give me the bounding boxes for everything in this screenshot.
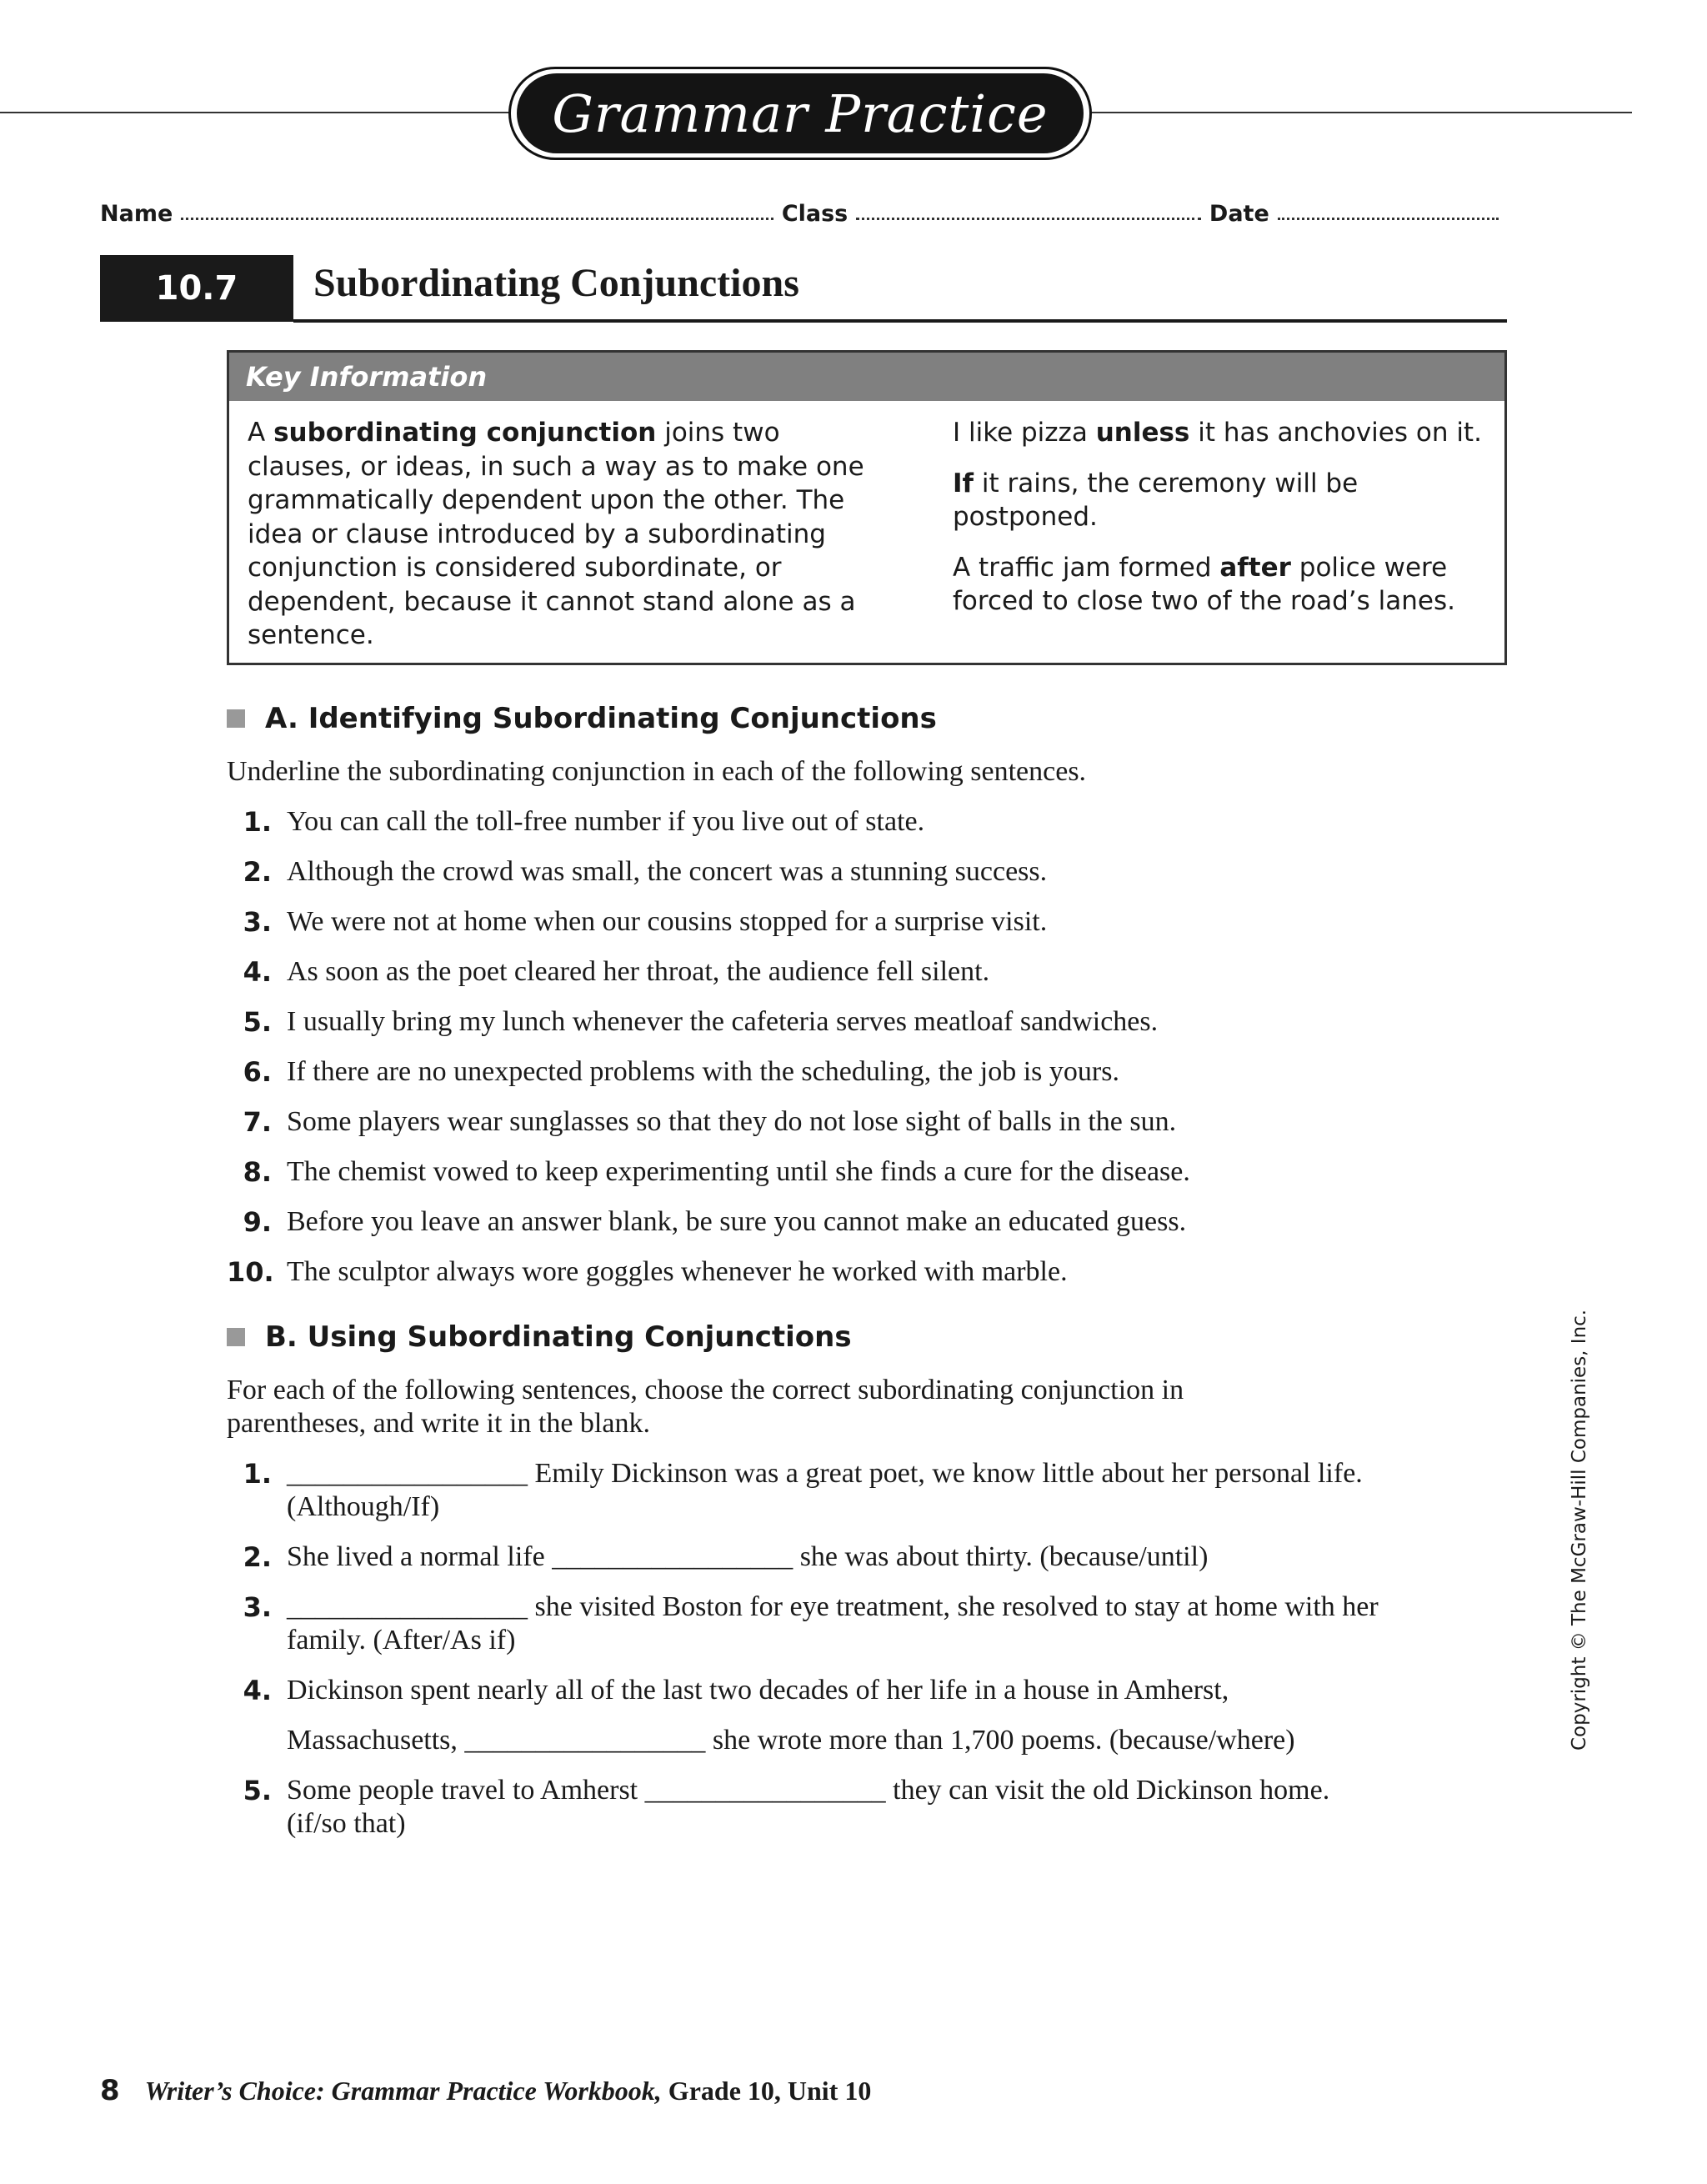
example-sentence bbox=[953, 551, 1503, 619]
list-item bbox=[227, 855, 1427, 889]
part-a-heading-text: A. Identifying Subordinating Conjunctions bbox=[265, 702, 937, 735]
page-footer bbox=[100, 2074, 871, 2107]
item-number: 5. bbox=[243, 1006, 272, 1038]
section-number: 10.7 bbox=[100, 255, 293, 322]
answer-blank[interactable]: _________________ bbox=[552, 1541, 793, 1572]
part-b-instructions: For each of the following sentences, choose the correct subordinating conjunction in parentheses, and write it in the blank. bbox=[227, 1375, 1184, 1439]
item-number: 3. bbox=[243, 1591, 272, 1623]
item-text: The chemist vowed to keep experimenting until she finds a cure for the disease. bbox=[287, 1156, 1190, 1187]
item-number: 1. bbox=[243, 806, 272, 838]
date-label: Date bbox=[1209, 201, 1269, 227]
example-text: I like pizza bbox=[953, 418, 1096, 448]
item-text-before: She lived a normal life bbox=[287, 1541, 553, 1572]
list-item bbox=[227, 805, 1427, 839]
example-conjunction: after bbox=[1219, 552, 1291, 583]
list-item bbox=[227, 905, 1427, 939]
item-text-before: Massachusetts, bbox=[287, 1725, 465, 1756]
name-field[interactable] bbox=[181, 218, 773, 220]
item-text-after: she visited Boston for eye treatment, she resolved to stay at home with her family. (After/As if) bbox=[287, 1591, 1379, 1656]
item-text: Before you leave an answer blank, be sure you cannot make an educated guess. bbox=[287, 1206, 1187, 1237]
key-examples bbox=[953, 416, 1503, 635]
item-text bbox=[287, 1457, 1410, 1524]
item-number: 6. bbox=[243, 1056, 272, 1088]
item-number: 2. bbox=[243, 1541, 272, 1573]
item-number: 5. bbox=[243, 1775, 272, 1806]
item-text-line: Dickinson spent nearly all of the last two decades of her life in a house in Amherst, bbox=[287, 1675, 1229, 1706]
footer-grade-unit: Grade 10, Unit 10 bbox=[661, 2076, 872, 2106]
item-text: The sculptor always wore goggles whenever he worked with marble. bbox=[287, 1256, 1068, 1287]
key-information-heading: Key Information bbox=[229, 353, 1504, 401]
answer-blank[interactable]: _________________ bbox=[464, 1725, 706, 1756]
book-title: Writer’s Choice: Grammar Practice Workbook, bbox=[144, 2076, 662, 2106]
part-b-heading-text: B. Using Subordinating Conjunctions bbox=[265, 1320, 852, 1354]
item-number: 9. bbox=[243, 1206, 272, 1238]
square-bullet-icon bbox=[227, 709, 245, 728]
answer-blank[interactable]: _________________ bbox=[287, 1458, 528, 1489]
item-text bbox=[287, 1666, 1427, 1766]
example-text: A traffic jam formed bbox=[953, 552, 1220, 583]
part-a-heading bbox=[227, 702, 937, 735]
item-text: I usually bring my lunch whenever the cafeteria serves meatloaf sandwiches. bbox=[287, 1006, 1159, 1037]
item-number: 7. bbox=[243, 1106, 272, 1138]
item-number: 3. bbox=[243, 906, 272, 938]
item-text bbox=[287, 1590, 1394, 1657]
item-number: 4. bbox=[243, 1675, 272, 1706]
example-text: it rains, the ceremony will be postponed. bbox=[953, 468, 1359, 532]
item-text: We were not at home when our cousins stopped for a surprise visit. bbox=[287, 906, 1048, 937]
item-text bbox=[287, 1540, 1427, 1574]
date-field[interactable] bbox=[1278, 218, 1499, 220]
list-item bbox=[227, 1005, 1427, 1039]
part-b-heading bbox=[227, 1320, 852, 1354]
list-item bbox=[227, 1774, 1377, 1841]
item-text-after: she was about thirty. (because/until) bbox=[793, 1541, 1209, 1572]
answer-blank[interactable]: _________________ bbox=[644, 1775, 886, 1806]
item-text: As soon as the poet cleared her throat, the audience fell silent. bbox=[287, 956, 990, 987]
list-item bbox=[227, 1205, 1427, 1239]
list-item bbox=[227, 1674, 1427, 1766]
definition-term: subordinating conjunction bbox=[273, 418, 657, 448]
key-information-box bbox=[227, 350, 1507, 665]
list-item bbox=[227, 1055, 1427, 1089]
item-number: 2. bbox=[243, 856, 272, 888]
item-text: Some players wear sunglasses so that they do not lose sight of balls in the sun. bbox=[287, 1106, 1177, 1137]
list-item bbox=[227, 1255, 1427, 1289]
key-definition bbox=[248, 416, 864, 653]
definition-text: A bbox=[248, 418, 274, 448]
item-text-after: she wrote more than 1,700 poems. (because/where) bbox=[705, 1725, 1295, 1756]
header-rule-right bbox=[1090, 112, 1632, 113]
list-item bbox=[227, 1540, 1427, 1574]
item-text: Although the crowd was small, the concert was a stunning success. bbox=[287, 856, 1048, 887]
class-label: Class bbox=[781, 201, 848, 227]
page-title: Grammar Practice bbox=[517, 73, 1084, 153]
name-label: Name bbox=[100, 201, 173, 227]
item-text: You can call the toll-free number if you live out of state. bbox=[287, 806, 925, 837]
item-number: 10. bbox=[227, 1256, 274, 1288]
example-text: police were forced to close two of the road’s lanes. bbox=[953, 552, 1455, 616]
list-item bbox=[227, 1457, 1410, 1524]
example-conjunction: If bbox=[953, 468, 974, 498]
copyright-notice: Copyright © The McGraw-Hill Companies, Inc. bbox=[1569, 1309, 1590, 1751]
class-field[interactable] bbox=[856, 218, 1201, 220]
item-text: If there are no unexpected problems with the scheduling, the job is yours. bbox=[287, 1056, 1119, 1087]
definition-text: joins two clauses, or ideas, in such a way as to make one grammatically dependent upon the other. The idea or clause introduced by a subordinating conjunction is considered subordinate, or dependent, because it cannot stand alone as a sentence. bbox=[248, 418, 864, 650]
item-number: 1. bbox=[243, 1458, 272, 1490]
example-sentence bbox=[953, 467, 1503, 534]
section-title: Subordinating Conjunctions bbox=[313, 261, 799, 305]
list-item bbox=[227, 1155, 1427, 1189]
list-item bbox=[227, 1590, 1394, 1657]
name-class-date-row bbox=[100, 193, 1507, 227]
header-rule-left bbox=[0, 112, 510, 113]
answer-blank[interactable]: _________________ bbox=[287, 1591, 528, 1622]
item-number: 8. bbox=[243, 1156, 272, 1188]
list-item bbox=[227, 955, 1427, 989]
example-sentence bbox=[953, 416, 1503, 450]
section-rule bbox=[293, 319, 1507, 323]
example-conjunction: unless bbox=[1095, 418, 1190, 448]
example-text: it has anchovies on it. bbox=[1189, 418, 1482, 448]
item-text-before: Some people travel to Amherst bbox=[287, 1775, 645, 1806]
item-text bbox=[287, 1774, 1377, 1841]
square-bullet-icon bbox=[227, 1328, 245, 1346]
item-number: 4. bbox=[243, 956, 272, 988]
item-text-after: they can visit the old Dickinson home. (if/so that) bbox=[287, 1775, 1330, 1839]
page-number: 8 bbox=[100, 2074, 120, 2107]
list-item bbox=[227, 1105, 1427, 1139]
part-a-instructions: Underline the subordinating conjunction in each of the following sentences. bbox=[227, 756, 1087, 787]
item-text-after: Emily Dickinson was a great poet, we know little about her personal life. (Although/If) bbox=[287, 1458, 1363, 1522]
